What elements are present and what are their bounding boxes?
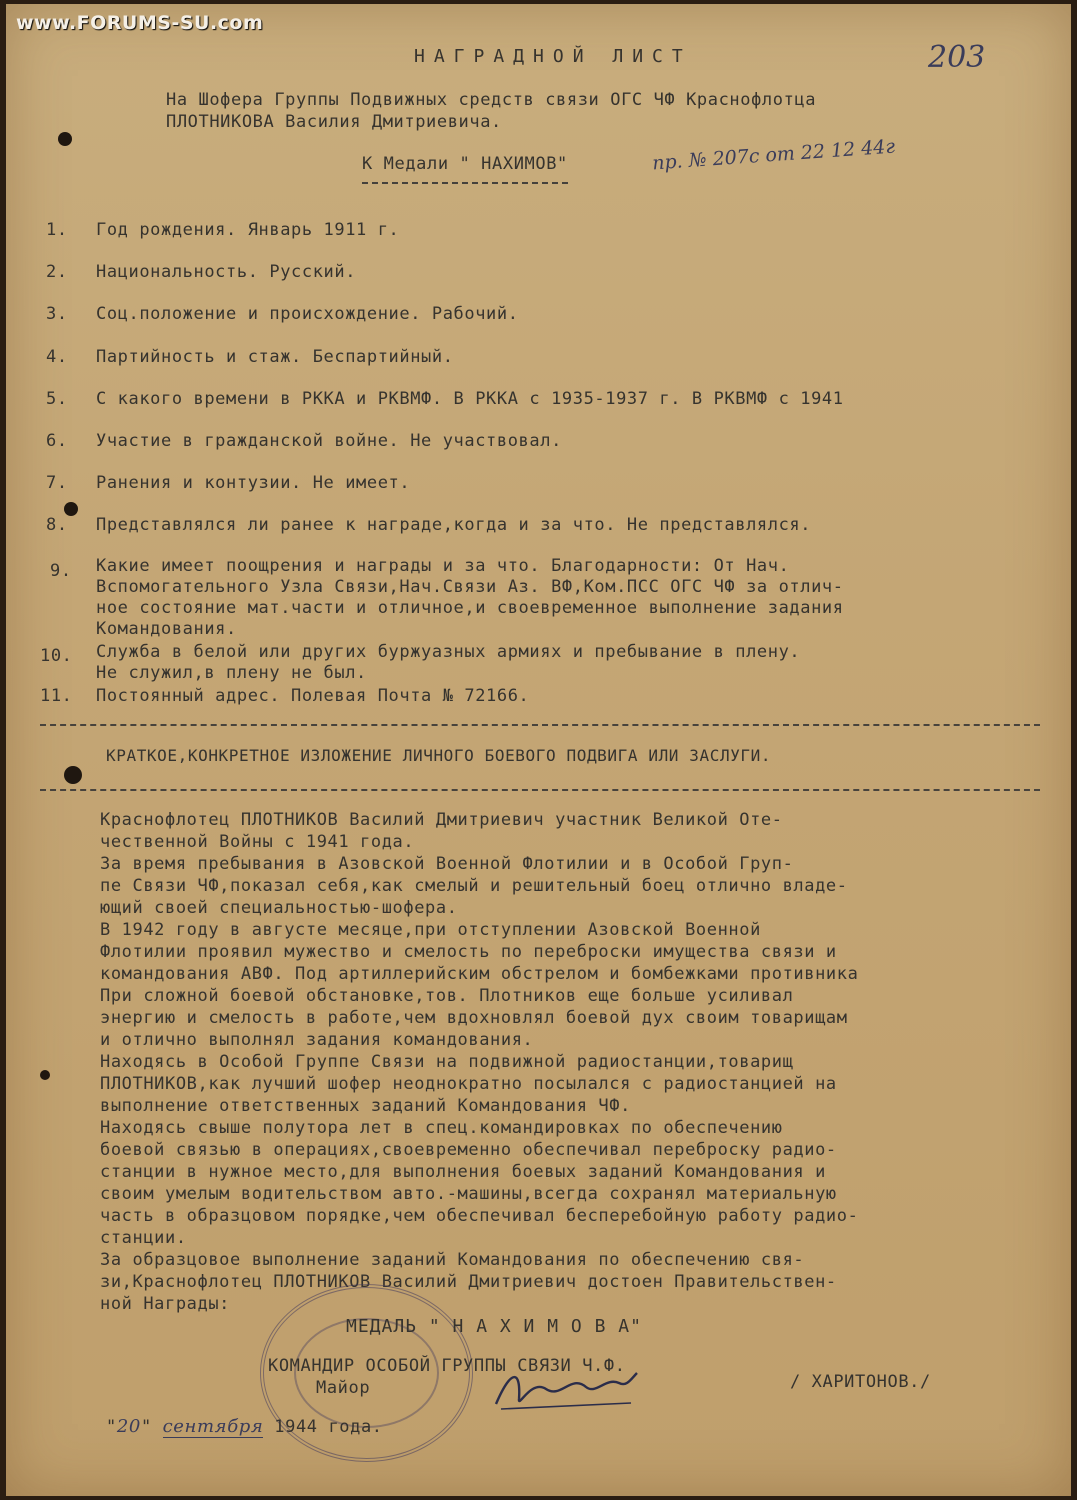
award-line: МЕДАЛЬ " Н А Х И М О В А" xyxy=(346,1316,642,1337)
binder-hole xyxy=(58,132,72,146)
divider xyxy=(40,724,1040,726)
narrative-line: выполнение ответственных заданий Командования ЧФ. xyxy=(100,1096,631,1116)
narrative-line: энергию и смелость в работе,чем вдохновлял боевой дух своим товарищам xyxy=(100,1008,848,1028)
item-8 xyxy=(46,515,811,535)
item-text: Представлялся ли ранее к награде,когда и за что. Не представлялся. xyxy=(96,515,812,535)
narrative-line: За время пребывания в Азовской Военной Флотилии и в Особой Груп- xyxy=(100,854,794,874)
item-11-text: Постоянный адрес. Полевая Почта № 72166. xyxy=(96,686,530,706)
item-number: 3. xyxy=(46,304,68,324)
date-month: сентября xyxy=(162,1416,264,1437)
item-text: Ранения и контузии. Не имеет. xyxy=(96,473,411,493)
narrative-line: Флотилии проявил мужество и смелость по переброски имущества связи и xyxy=(100,942,837,962)
item-3 xyxy=(46,304,519,324)
narrative-line: Краснофлотец ПЛОТНИКОВ Василий Дмитриевич участник Великой Оте- xyxy=(100,810,783,830)
item-2 xyxy=(46,262,356,282)
item-text: Национальность. Русский. xyxy=(96,262,357,282)
item-9-line: Командования. xyxy=(96,619,237,639)
item-5 xyxy=(46,389,844,409)
section-heading: КРАТКОЕ,КОНКРЕТНОЕ ИЗЛОЖЕНИЕ ЛИЧНОГО БОЕВОГО ПОДВИГА ИЛИ ЗАСЛУГИ. xyxy=(106,746,772,765)
binder-hole xyxy=(64,766,82,784)
narrative-line: ющий своей специальностью-шофера. xyxy=(100,898,458,918)
item-11-number: 11. xyxy=(40,686,73,706)
item-number: 2. xyxy=(46,262,68,282)
commander-title: КОМАНДИР ОСОБОЙ ГРУППЫ СВЯЗИ Ч.Ф. xyxy=(268,1356,626,1376)
narrative-line: командования АВФ. Под артиллерийским обстрелом и бомбежками противника xyxy=(100,964,859,984)
divider xyxy=(40,789,1040,791)
item-number: 1. xyxy=(46,220,68,240)
item-text: Участие в гражданской войне. Не участвовал. xyxy=(96,431,562,451)
narrative-line: Находясь в Особой Группе Связи на подвижной радиостанции,товарищ xyxy=(100,1052,794,1072)
document-title: НАГРАДНОЙ ЛИСТ xyxy=(414,46,692,67)
narrative-line: своим умелым водительством авто.-машины,всегда сохранял материальную xyxy=(100,1184,837,1204)
item-9-line: Вспомогательного Узла Связи,Нач.Связи Аз. ВФ,Ком.ПСС ОГС ЧФ за отлич- xyxy=(96,577,844,597)
nominee-line-1: На Шофера Группы Подвижных средств связи ОГС ЧФ Краснофлотца xyxy=(166,90,817,110)
archive-number: 203 xyxy=(928,40,986,75)
narrative-line: При сложной боевой обстановке,тов. Плотников еще больше усиливал xyxy=(100,986,794,1006)
narrative-line: ной Награды: xyxy=(100,1294,231,1314)
item-6 xyxy=(46,431,562,451)
item-9-line: Какие имеет поощрения и награды и за что. Благодарности: От Нач. xyxy=(96,556,790,576)
narrative-line: и отлично выполнял задания командования. xyxy=(100,1030,534,1050)
narrative-line: боевой связью в операциях,своевременно обеспечивал переброску радио- xyxy=(100,1140,837,1160)
narrative-line: станции. xyxy=(100,1228,187,1248)
item-1 xyxy=(46,220,399,240)
narrative-line: чественной Войны с 1941 года. xyxy=(100,832,415,852)
date-line: "20" сентября 1944 года. xyxy=(106,1416,383,1437)
item-text: С какого времени в РККА и РКВМФ. В РККА с 1935-1937 г. В РКВМФ с 1941 xyxy=(96,389,844,409)
narrative-line: Находясь свыше полутора лет в спец.командировках по обеспечению xyxy=(100,1118,783,1138)
narrative-line: станции в нужное место,для выполнения боевых заданий Командования и xyxy=(100,1162,826,1182)
forum-watermark: www.FORUMS-SU.com xyxy=(16,12,264,34)
narrative-line: часть в образцовом порядке,чем обеспечивал бесперебойную работу радио- xyxy=(100,1206,859,1226)
item-10-number: 10. xyxy=(40,646,73,666)
item-number: 6. xyxy=(46,431,68,451)
item-9-number: 9. xyxy=(50,561,72,581)
item-text: Год рождения. Январь 1911 г. xyxy=(96,220,400,240)
narrative-line: ПЛОТНИКОВ,как лучший шофер неоднократно посылался с радиостанцией на xyxy=(100,1074,837,1094)
item-text: Партийность и стаж. Беспартийный. xyxy=(96,347,454,367)
nominee-line-2: ПЛОТНИКОВА Василия Дмитриевича. xyxy=(166,112,502,132)
award-sheet xyxy=(6,4,1071,1496)
narrative-line: пе Связи ЧФ,показал себя,как смелый и решительный боец отлично владе- xyxy=(100,876,848,896)
binder-hole xyxy=(40,1070,50,1080)
date-day: 20 xyxy=(116,1416,141,1437)
item-number: 7. xyxy=(46,473,68,493)
medal-line: К Медали " НАХИМОВ" xyxy=(362,154,568,184)
item-number: 5. xyxy=(46,389,68,409)
narrative-line: За образцовое выполнение заданий Командования по обеспечению свя- xyxy=(100,1250,805,1270)
binder-hole xyxy=(64,502,78,516)
narrative-line: В 1942 году в августе месяце,при отступлении Азовской Военной xyxy=(100,920,761,940)
item-9-line: ное состояние мат.части и отличное,и своевременное выполнение задания xyxy=(96,598,844,618)
item-number: 8. xyxy=(46,515,68,535)
item-4 xyxy=(46,347,454,367)
date-year: 1944 года. xyxy=(274,1417,383,1437)
item-text: Соц.положение и происхождение. Рабочий. xyxy=(96,304,519,324)
commander-rank: Майор xyxy=(316,1378,371,1398)
item-10-line: Служба в белой или других буржуазных армиях и пребывание в плену. xyxy=(96,642,801,662)
signer-name: / ХАРИТОНОВ./ xyxy=(790,1372,931,1392)
medal-order-handwritten: пр. № 207с от 22 12 44г xyxy=(651,135,896,175)
narrative-line: зи,Краснофлотец ПЛОТНИКОВ Василий Дмитриевич достоен Правительствен- xyxy=(100,1272,837,1292)
item-number: 4. xyxy=(46,347,68,367)
item-10-line: Не служил,в плену не был. xyxy=(96,663,367,683)
handwritten-signature xyxy=(491,1359,641,1419)
item-7 xyxy=(46,473,410,493)
